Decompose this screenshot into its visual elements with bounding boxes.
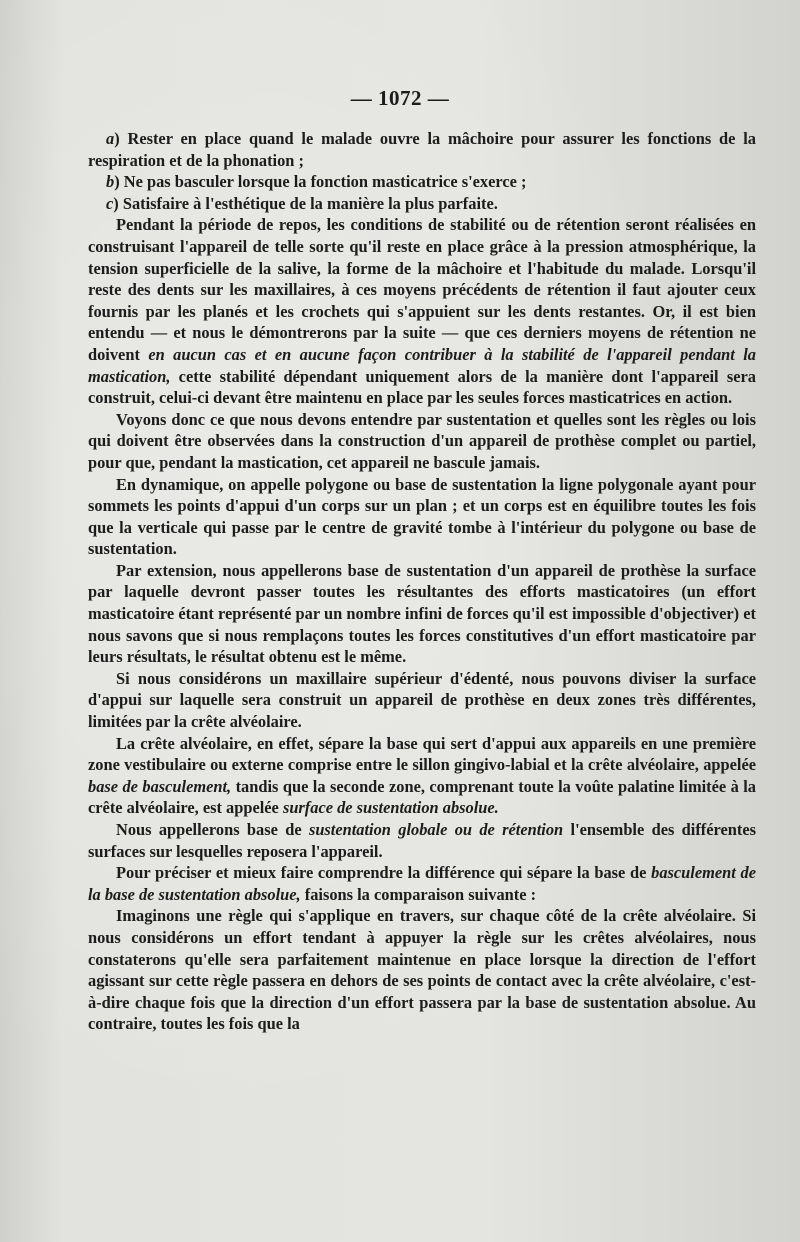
paragraph bbox=[88, 560, 756, 668]
text-run: En dynamique, on appelle polygone ou base de sustentation la ligne polygonale ayant pour sommets les points d'appui d'un corps sur un plan ; et un corps est en équilibre toutes les fois que la verticale qui passe par le centre de gravité tombe à l'intérieur du polygone ou base de sustentation. bbox=[88, 474, 756, 559]
paragraph bbox=[88, 668, 756, 733]
text-run: ) Rester en place quand le malade ouvre la mâchoire pour assurer les fonctions de la respiration et de la phonation ; bbox=[88, 129, 756, 170]
paragraph bbox=[88, 474, 756, 560]
text-run: tandis que la seconde zone, comprenant toute la voûte palatine limitée à la crête alvéolaire, est appelée bbox=[88, 776, 756, 818]
italic-text: basculement de la base de sustentation absolue, bbox=[88, 863, 756, 904]
paragraph bbox=[88, 733, 756, 819]
paragraph bbox=[88, 819, 756, 862]
italic-text: sustentation globale ou de rétention bbox=[308, 820, 564, 839]
text-run: Imaginons une règle qui s'applique en travers, sur chaque côté de la crête alvéolaire. Si nous considérons un effort tendant à appuyer la règle sur les crêtes alvéolaires, nous constaterons qu'elle sera parfaitement maintenue en place lorsque la direction de l'effort agissant sur cette règle passera en dehors de ses points de contact avec la crête alvéolaire, c'est-à-dire chaque fois que la direction d'un effort passera par la base de sustentation absolue. Au contraire, toutes les fois que la bbox=[88, 906, 756, 1034]
italic-text: a bbox=[106, 129, 115, 148]
italic-text: base de basculement, bbox=[88, 776, 232, 796]
paragraph bbox=[88, 409, 756, 474]
text-run: Nous appellerons base de bbox=[116, 820, 309, 839]
paragraph bbox=[88, 905, 756, 1035]
list-item bbox=[88, 171, 756, 193]
text-run: Voyons donc ce que nous devons entendre par sustentation et quelles sont les règles ou lois qui doivent être observées dans la construction d'un appareil de prothèse complet ou partiel, pour que, pendant la mastication, cet appareil ne bascule jamais. bbox=[88, 409, 756, 472]
text-run: l'ensemble des différentes surfaces sur lesquelles reposera l'appareil. bbox=[88, 820, 757, 861]
text-run: ) Satisfaire à l'esthétique de la manière la plus parfaite. bbox=[113, 193, 498, 213]
text-run: ) Ne pas basculer lorsque la fonction masticatrice s'exerce ; bbox=[114, 172, 527, 192]
text-run: Si nous considérons un maxillaire supérieur d'édenté, nous pouvons diviser la surface d'appui sur laquelle sera construit un appareil de prothèse en deux zones très différentes, limitées par la crête alvéolaire. bbox=[88, 668, 756, 732]
text-run: Par extension, nous appellerons base de sustentation d'un appareil de prothèse la surface par laquelle devront passer toutes les résultantes des efforts masticatoires (un effort masticatoire étant représenté par un nombre infini de forces qu'il est impossible d'objectiver) et nous savons que si nous remplaçons toutes les forces constitutives d'un effort masticatoire par leurs résultats, le résultat obtenu est le même. bbox=[88, 560, 756, 667]
italic-text: c bbox=[106, 193, 114, 213]
text-run: Pendant la période de repos, les conditions de stabilité ou de rétention seront réalisées en construisant l'appareil de telle sorte qu'il reste en place grâce à la pression atmosphérique, la tension superficielle de la salive, la forme de la mâchoire et l'habitude du malade. Lorsqu'il reste des dents sur les maxillaires, à ces moyens précédents de rétention il faut ajouter ceux fournis par les planés et les crochets qui s'appuient sur les dents restantes. Or, il est bien entendu — et nous le démontrerons par la suite — que ces derniers moyens de rétention ne doivent bbox=[88, 215, 756, 364]
text-run: La crête alvéolaire, en effet, sépare la base qui sert d'appui aux appareils en une première zone vestibulaire ou externe comprise entre le sillon gingivo-labial et la crête alvéolaire, appelée bbox=[88, 733, 756, 775]
italic-text: en aucun cas et en aucune façon contribuer à la stabilité de l'appareil pendant la mastication, bbox=[88, 344, 756, 386]
italic-text: b bbox=[106, 172, 115, 192]
paragraph bbox=[88, 862, 756, 905]
text-run: Pour préciser et mieux faire comprendre la différence qui sépare la base de bbox=[116, 863, 652, 883]
body-text bbox=[88, 128, 756, 1035]
italic-text: surface de sustentation absolue. bbox=[282, 798, 499, 818]
list-item bbox=[88, 193, 756, 215]
text-run: cette stabilité dépendant uniquement alors de la manière dont l'appareil sera construit, celui-ci devant être maintenu en place par les seules forces masticatrices en action. bbox=[88, 366, 756, 408]
page-number: — 1072 — bbox=[350, 86, 450, 110]
text-run: faisons la comparaison suivante : bbox=[300, 884, 537, 904]
list-item bbox=[88, 128, 756, 171]
paragraph bbox=[88, 214, 756, 408]
